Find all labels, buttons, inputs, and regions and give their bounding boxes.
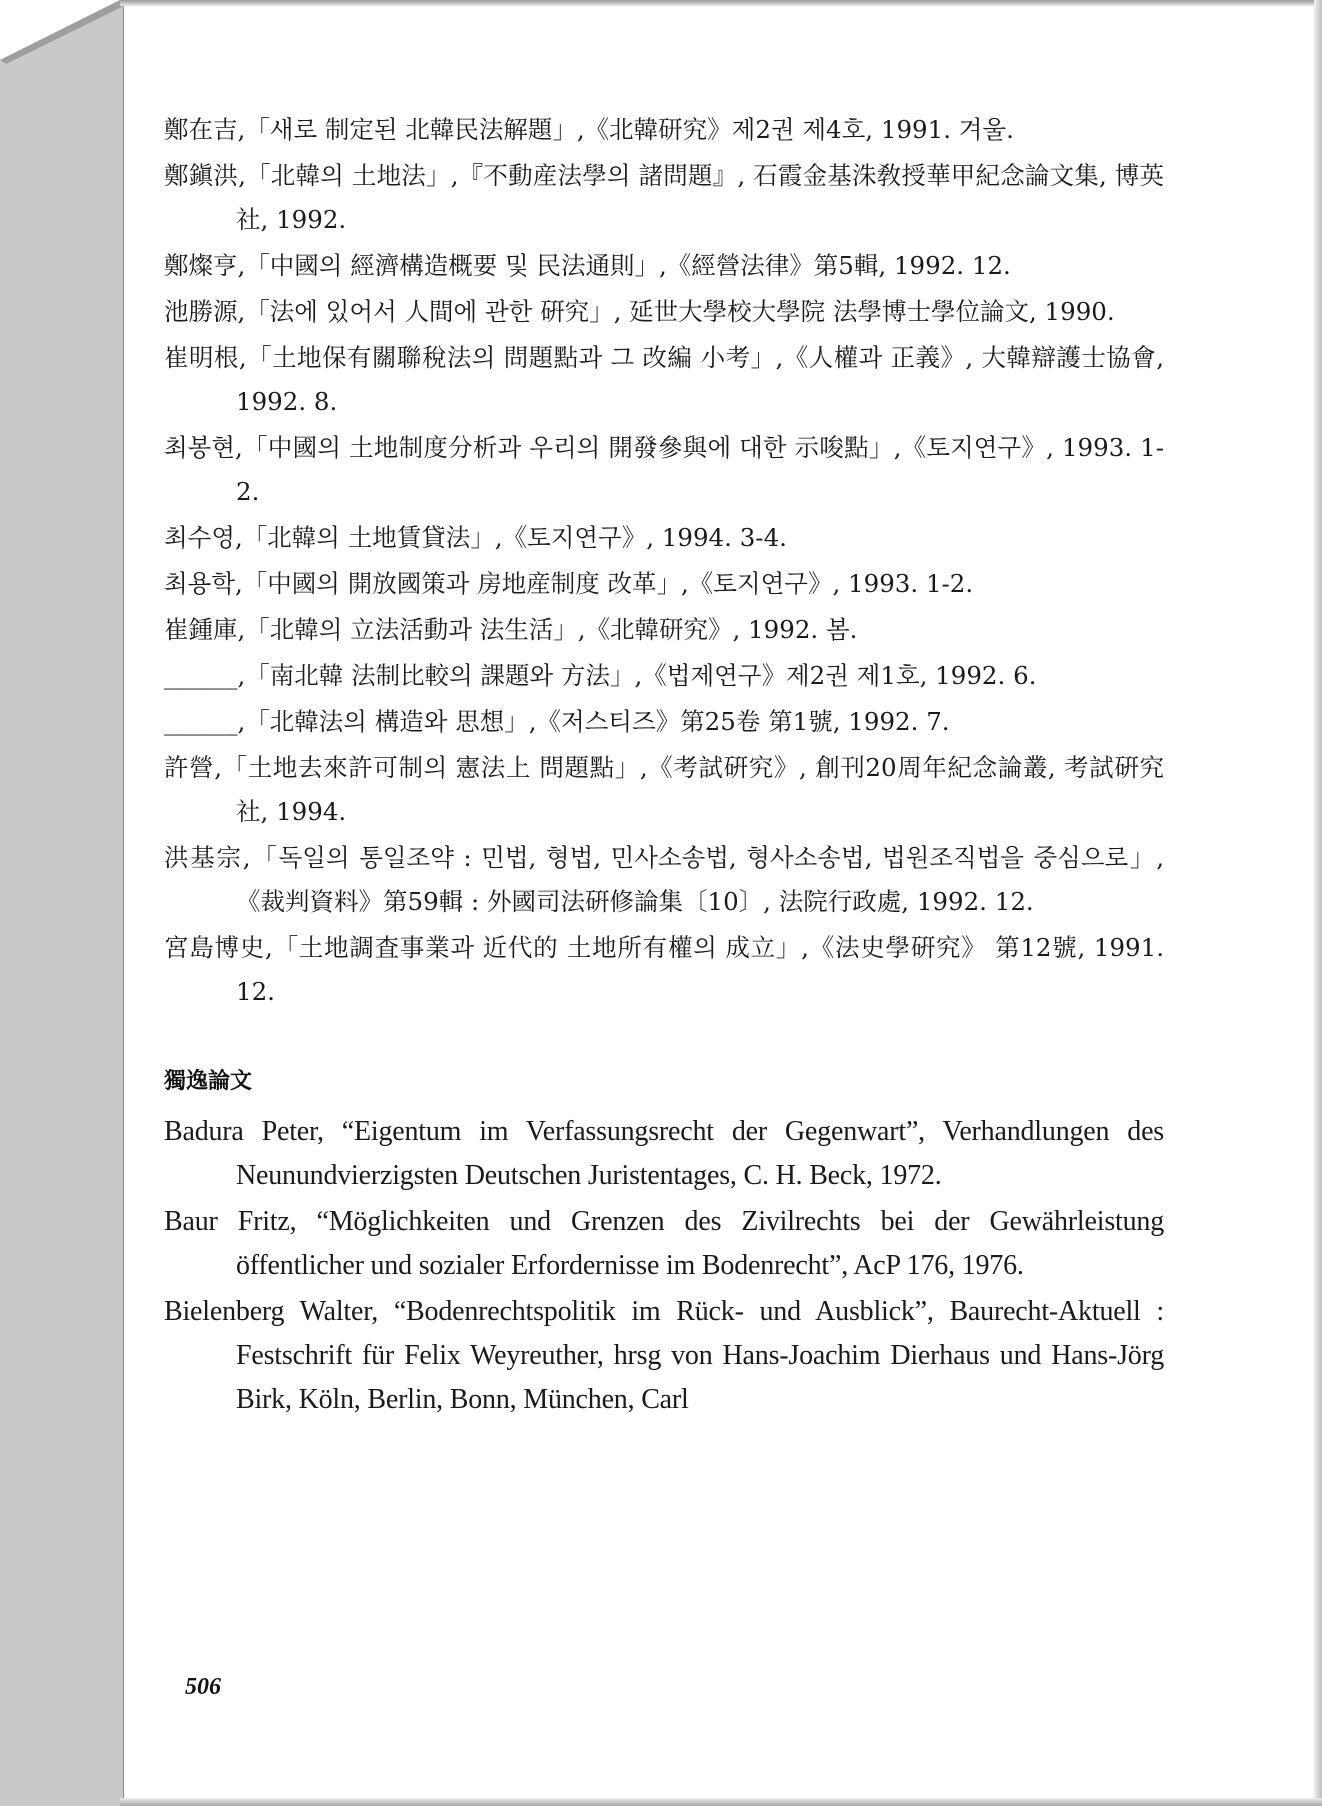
book-bottom-edge [120, 1798, 1322, 1806]
reference-entry: 洪基宗,「독일의 통일조약 : 민법, 형법, 민사소송법, 형사소송법, 법원조직법을 중심으로」,《裁判資料》第59輯 : 外國司法硏修論集〔10〕, 法院行政處, 1992. 12. [164, 843, 1164, 916]
reference-entry: 鄭燦亨,「中國의 經濟構造概要 및 民法通則」,《經營法律》第5輯, 1992. 12. [164, 251, 1011, 280]
reference-entry: 최용학,「中國의 開放國策과 房地産制度 改革」,《토지연구》, 1993. 1-2. [164, 569, 974, 598]
reference-entry: 池勝源,「法에 있어서 人間에 관한 硏究」, 延世大學校大學院 法學博士學位論文, 1990. [164, 297, 1115, 326]
reference-entry: Badura Peter, “Eigentum im Verfassungsrecht der Gegenwart”, Verhandlungen des Neunundvierzigsten Deutschen Juristentages, C. H. Beck, 1972. [164, 1116, 1164, 1191]
section-heading: 獨逸論文 [164, 1069, 253, 1094]
reference-entry: 鄭在吉,「새로 制定된 北韓民法解題」,《北韓研究》제2권 제4호, 1991. 겨울. [164, 115, 1014, 144]
reference-entry: 최봉현,「中國의 土地制度分析과 우리의 開發參與에 대한 示唆點」,《토지연구》, 1993. 1-2. [164, 433, 1164, 506]
reference-entry: 宮島博史,「土地調査事業과 近代的 土地所有權의 成立」,《法史學硏究》 第12號, 1991. 12. [164, 933, 1164, 1006]
reference-entry: ______,「南北韓 法制比較의 課題와 方法」,《법제연구》제2권 제1호, 1992. 6. [164, 661, 1037, 690]
reference-entry: 崔明根,「土地保有關聯稅法의 問題點과 그 改編 小考」,《人權과 正義》, 大韓辯護士協會, 1992. 8. [164, 343, 1164, 416]
reference-entry: 鄭鎭洪,「北韓의 土地法」,『不動産法學의 諸問題』, 石霞金基洙敎授華甲紀念論文集, 博英社, 1992. [164, 161, 1164, 234]
reference-entry: Bielenberg Walter, “Bodenrechtspolitik im Rück- und Ausblick”, Baurecht-Aktuell : Festschrift für Felix Weyreuther, hrsg von Hans-Joachim Dierhaus und Hans-Jörg Birk, Köln, Berlin, Bonn, München, Carl [164, 1296, 1164, 1415]
reference-entry: 許營,「土地去來許可制의 憲法上 問題點」,《考試硏究》, 創刊20周年紀念論叢, 考試硏究社, 1994. [164, 753, 1164, 826]
reference-entry: ______,「北韓法의 構造와 思想」,《저스티즈》第25卷 第1號, 1992. 7. [164, 707, 950, 736]
reference-entry: Baur Fritz, “Möglichkeiten und Grenzen des Zivilrechts bei der Gewährleistung öffentlicher und sozialer Erfordernisse im Bodenrecht”, AcP 176, 1976. [164, 1206, 1164, 1281]
book-spine-edge [0, 0, 124, 1806]
reference-entry: 최수영,「北韓의 土地賃貸法」,《토지연구》, 1994. 3-4. [164, 523, 787, 552]
reference-entry: 崔鍾庫,「北韓의 立法活動과 法生活」,《北韓研究》, 1992. 봄. [164, 615, 858, 644]
book-right-edge [1314, 0, 1322, 1806]
bibliography [164, 108, 1164, 1422]
page-number: 506 [185, 1674, 221, 1700]
